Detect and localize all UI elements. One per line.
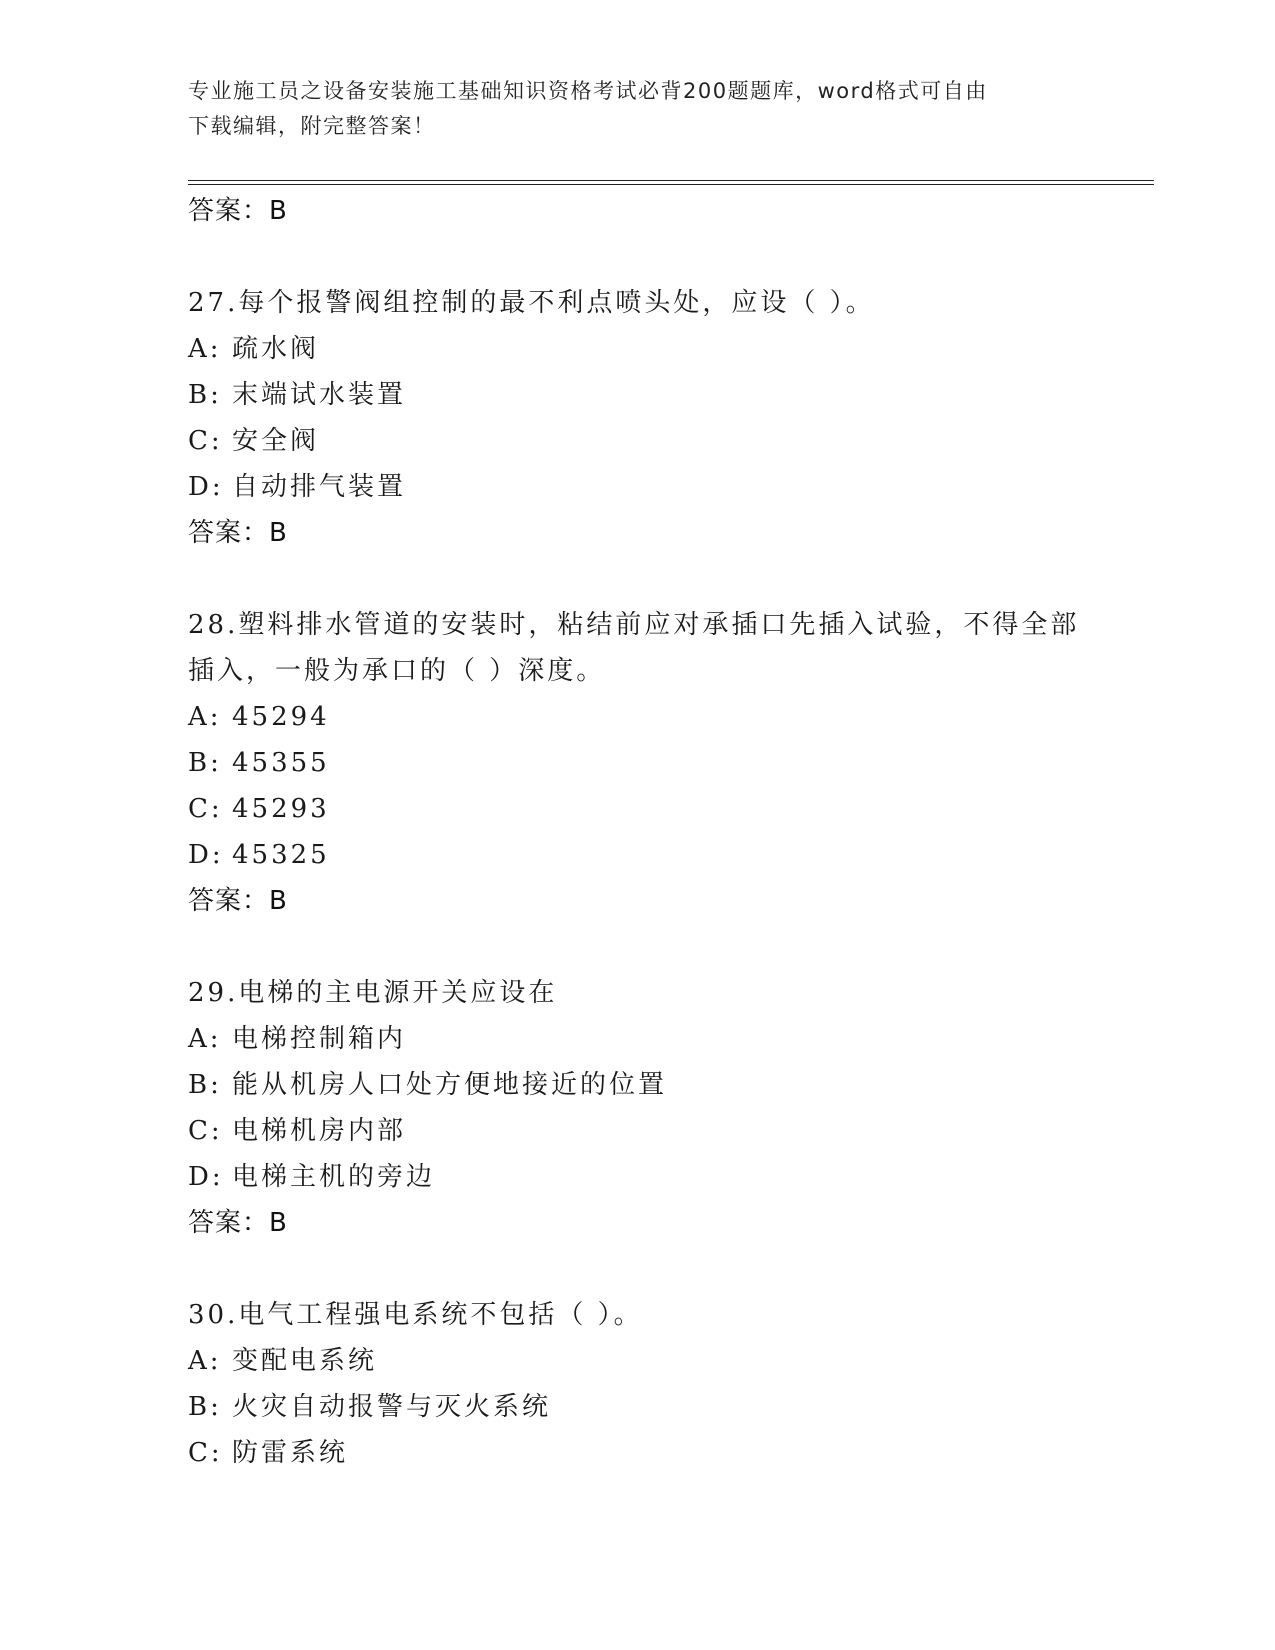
answer-value: B [269,1208,288,1238]
option-text: 变配电系统 [232,1346,378,1376]
answer-value: B [269,518,288,548]
answer-line [188,878,1088,924]
stem-line: 插入，一般为承口的（ ）深度。 [188,656,606,686]
answer-label: 答案： [188,886,270,916]
option-d [188,464,1088,510]
option-letter: D: [188,840,224,870]
option-text: 自动排气装置 [232,472,407,502]
option-b [188,1384,1088,1430]
option-a [188,326,1088,372]
option-letter: A: [188,1346,222,1376]
option-letter: B: [188,380,222,410]
answer-label: 答案： [188,518,270,548]
option-b [188,372,1088,418]
option-letter: B: [188,1070,222,1100]
stem-line: 27.每个报警阀组控制的最不利点喷头处，应设（ ）。 [188,288,875,318]
question-29 [188,970,1088,1246]
option-letter: C: [188,1438,223,1468]
answer-label: 答案： [188,196,270,226]
answer-value: B [269,886,288,916]
answer-value: B [269,196,288,226]
option-c [188,1108,1088,1154]
option-text: 末端试水装置 [232,380,407,410]
option-b [188,1062,1088,1108]
question-stem [188,602,1088,694]
option-b [188,740,1088,786]
option-letter: B: [188,1392,222,1422]
option-a [188,1016,1088,1062]
option-letter: C: [188,426,223,456]
option-letter: A: [188,1024,222,1054]
option-text: 电梯控制箱内 [232,1024,407,1054]
header-divider-bottom [188,184,1154,185]
header-divider-top [188,180,1154,181]
option-text: 火灾自动报警与灭火系统 [232,1392,552,1422]
question-27 [188,280,1088,556]
answer-line [188,1200,1088,1246]
stem-line: 29.电梯的主电源开关应设在 [188,978,558,1008]
option-letter: C: [188,794,223,824]
question-28 [188,602,1088,924]
document-header [188,74,1088,144]
option-text: 45294 [232,702,330,732]
question-stem [188,1292,1088,1338]
option-a [188,694,1088,740]
question-30 [188,1292,1088,1476]
option-letter: C: [188,1116,223,1146]
option-text: 45325 [232,840,330,870]
option-a [188,1338,1088,1384]
question-list [188,188,1088,1476]
header-line-2: 下载编辑，附完整答案！ [188,114,436,138]
option-c [188,1430,1088,1476]
option-d [188,1154,1088,1200]
stem-line: 28.塑料排水管道的安装时，粘结前应对承插口先插入试验，不得全部 [188,610,1080,640]
option-letter: D: [188,1162,224,1192]
option-text: 电梯主机的旁边 [232,1162,436,1192]
option-text: 能从机房人口处方便地接近的位置 [232,1070,668,1100]
option-text: 45293 [232,794,330,824]
option-letter: D: [188,472,224,502]
answer-line [188,510,1088,556]
question-stem [188,970,1088,1016]
header-line-1: 专业施工员之设备安装施工基础知识资格考试必背200题题库，word格式可自由 [188,79,988,103]
answer-line [188,188,1088,234]
option-letter: A: [188,334,222,364]
option-text: 安全阀 [232,426,320,456]
option-text: 电梯机房内部 [232,1116,407,1146]
option-c [188,786,1088,832]
answer-label: 答案： [188,1208,270,1238]
option-letter: A: [188,702,222,732]
stem-line: 30.电气工程强电系统不包括（ ）。 [188,1300,643,1330]
question-stem [188,280,1088,326]
option-letter: B: [188,748,222,778]
option-text: 45355 [232,748,330,778]
option-c [188,418,1088,464]
option-text: 防雷系统 [232,1438,349,1468]
option-text: 疏水阀 [232,334,320,364]
option-d [188,832,1088,878]
